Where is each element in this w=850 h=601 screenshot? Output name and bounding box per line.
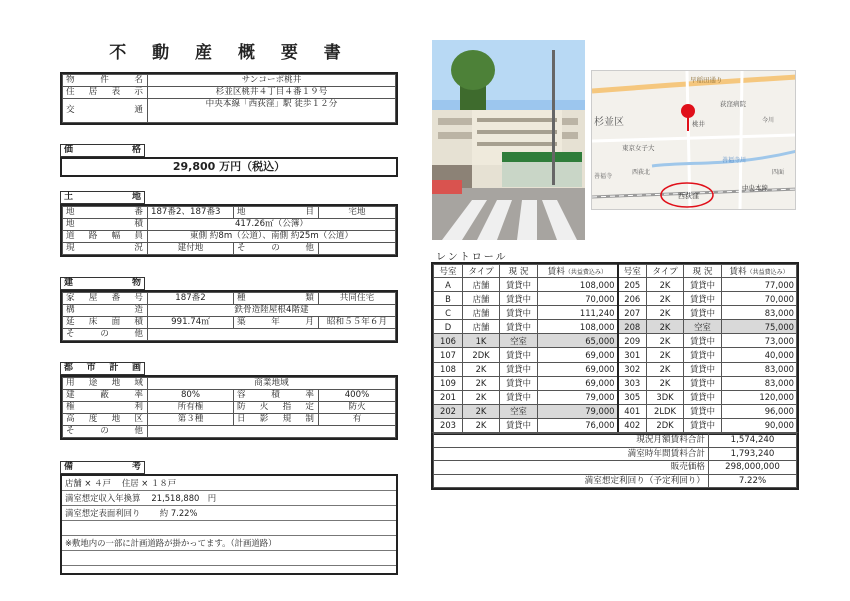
building-other-label: その他 bbox=[63, 329, 148, 341]
notes-box bbox=[60, 474, 398, 575]
access: 中央本線「西荻窪」駅 徒歩１２分 bbox=[148, 99, 396, 123]
rent-status: 賃貸中 bbox=[500, 418, 538, 432]
rent-row bbox=[434, 306, 797, 320]
rent-room: 201 bbox=[434, 390, 463, 404]
rent-row bbox=[434, 320, 797, 334]
summary-annual-label: 満室時年間賃料合計 bbox=[434, 447, 709, 461]
right-value: 所有権 bbox=[148, 402, 234, 414]
map-area-label: 杉並区 bbox=[594, 117, 624, 128]
rent-type: 2DK bbox=[463, 348, 500, 362]
rent-type: 3DK bbox=[647, 390, 684, 404]
summary-annual-value: 1,793,240 bbox=[709, 447, 797, 461]
rent-row bbox=[434, 348, 797, 362]
far-value: 400% bbox=[319, 390, 396, 402]
rent-rent: 65,000 bbox=[538, 334, 618, 348]
col-room: 号室 bbox=[618, 265, 647, 278]
rent-rent: 111,240 bbox=[538, 306, 618, 320]
rent-status: 賃貸中 bbox=[500, 376, 538, 390]
rent-room: B bbox=[434, 292, 463, 306]
rent-room: D bbox=[434, 320, 463, 334]
address-label: 住居表示 bbox=[63, 87, 148, 99]
location-pin-icon bbox=[681, 104, 695, 118]
rent-status: 賃貸中 bbox=[684, 292, 722, 306]
land-status-value: 建付地 bbox=[148, 243, 234, 255]
rent-type: 店舗 bbox=[463, 306, 500, 320]
summary-price-value: 298,000,000 bbox=[709, 461, 797, 475]
rent-row bbox=[434, 376, 797, 390]
rent-room: 205 bbox=[618, 278, 647, 292]
zoning-value: 商業地域 bbox=[148, 378, 396, 390]
rent-room: 208 bbox=[618, 320, 647, 334]
price-header: 価格 bbox=[60, 144, 145, 157]
rent-status: 賃貸中 bbox=[684, 348, 722, 362]
rent-status: 空室 bbox=[500, 404, 538, 418]
rent-rent: 76,000 bbox=[538, 418, 618, 432]
rent-room: 202 bbox=[434, 404, 463, 418]
map-hospital-label: 荻窪病院 bbox=[720, 100, 746, 108]
rent-room: 108 bbox=[434, 362, 463, 376]
rent-room: A bbox=[434, 278, 463, 292]
rent-room: 302 bbox=[618, 362, 647, 376]
rent-rent: 96,000 bbox=[722, 404, 797, 418]
notes-header: 備考 bbox=[60, 461, 145, 474]
land-header: 土地 bbox=[60, 191, 145, 204]
rent-room: 305 bbox=[618, 390, 647, 404]
col-status: 現 況 bbox=[684, 265, 722, 278]
rent-status: 賃貸中 bbox=[684, 376, 722, 390]
rent-status: 賃貸中 bbox=[684, 390, 722, 404]
rent-rent: 83,000 bbox=[722, 306, 797, 320]
land-area-value: 417.26㎡（公簿） bbox=[148, 219, 396, 231]
rent-row bbox=[434, 390, 797, 404]
rent-status: 賃貸中 bbox=[684, 278, 722, 292]
fire-value: 防火 bbox=[319, 402, 396, 414]
col-type: タイプ bbox=[463, 265, 500, 278]
shadow-label: 日影規制 bbox=[234, 414, 319, 426]
rent-status: 賃貸中 bbox=[684, 362, 722, 376]
col-status: 現 況 bbox=[500, 265, 538, 278]
lot-label: 地番 bbox=[63, 207, 148, 219]
summary-yield-label: 満室想定利回り（予定利回り） bbox=[434, 474, 709, 488]
rent-rent: 90,000 bbox=[722, 418, 797, 432]
building-type-label: 種類 bbox=[234, 293, 319, 305]
property-name-label: 物件名 bbox=[63, 75, 148, 87]
notes-line: 店舗 × ４戸 住居 × １８戸 bbox=[62, 476, 396, 491]
rent-type: 2K bbox=[647, 362, 684, 376]
rent-rent: 73,000 bbox=[722, 334, 797, 348]
rent-room: 107 bbox=[434, 348, 463, 362]
summary-yield-value: 7.22% bbox=[709, 474, 797, 488]
rent-rent: 79,000 bbox=[538, 390, 618, 404]
rent-room: C bbox=[434, 306, 463, 320]
rent-type: 2K bbox=[647, 334, 684, 348]
rent-rent: 77,000 bbox=[722, 278, 797, 292]
lot-value: 187番2、187番3 bbox=[148, 207, 234, 219]
rent-status: 賃貸中 bbox=[500, 362, 538, 376]
rent-rent: 83,000 bbox=[722, 376, 797, 390]
rent-type: 店舗 bbox=[463, 292, 500, 306]
land-table bbox=[60, 204, 398, 257]
overview-table bbox=[60, 72, 398, 125]
map-label: 今川 bbox=[762, 117, 775, 124]
summary-monthly-label: 現況月額賃料合計 bbox=[434, 434, 709, 448]
summary-monthly-value: 1,574,240 bbox=[709, 434, 797, 448]
rent-type: 2K bbox=[463, 390, 500, 404]
planning-header: 都市計画 bbox=[60, 362, 145, 375]
rent-row bbox=[434, 278, 797, 292]
access-label: 交通 bbox=[63, 99, 148, 123]
rent-roll-table bbox=[431, 262, 799, 435]
rent-room: 402 bbox=[618, 418, 647, 432]
house-number-value: 187番2 bbox=[148, 293, 234, 305]
building-photo bbox=[432, 40, 585, 240]
rent-row bbox=[434, 292, 797, 306]
shadow-value: 有 bbox=[319, 414, 396, 426]
land-other-label: その他 bbox=[234, 243, 319, 255]
rent-room: 301 bbox=[618, 348, 647, 362]
map-label: 善福寺川 bbox=[722, 157, 747, 164]
rent-status: 賃貸中 bbox=[500, 320, 538, 334]
rent-room: 207 bbox=[618, 306, 647, 320]
rent-status: 賃貸中 bbox=[684, 404, 722, 418]
rent-type: 2K bbox=[463, 404, 500, 418]
building-type-value: 共同住宅 bbox=[319, 293, 396, 305]
map-label: 善福寺 bbox=[594, 173, 613, 180]
rent-room: 401 bbox=[618, 404, 647, 418]
built-year-value: 昭和５５年６月 bbox=[319, 317, 396, 329]
notes-line: 満室想定表面利回り 約 7.22% bbox=[62, 506, 396, 521]
notes-line: 満室想定収入年換算 21,518,880 円 bbox=[62, 491, 396, 506]
rent-row bbox=[434, 404, 797, 418]
rent-rent: 69,000 bbox=[538, 376, 618, 390]
rent-rent: 69,000 bbox=[538, 362, 618, 376]
planning-table bbox=[60, 375, 398, 440]
planning-other-label: その他 bbox=[63, 426, 148, 438]
land-status-label: 現況 bbox=[63, 243, 148, 255]
rent-status: 賃貸中 bbox=[500, 390, 538, 404]
rent-room: 206 bbox=[618, 292, 647, 306]
rent-roll-title: レントロール bbox=[436, 252, 508, 263]
coverage-value: 80% bbox=[148, 390, 234, 402]
rent-row bbox=[434, 334, 797, 348]
rent-summary bbox=[431, 432, 799, 490]
rent-type: 店舗 bbox=[463, 278, 500, 292]
rent-rent: 70,000 bbox=[538, 292, 618, 306]
rent-rent: 70,000 bbox=[722, 292, 797, 306]
road-label: 道路幅員 bbox=[63, 231, 148, 243]
right-label: 権利 bbox=[63, 402, 148, 414]
col-rent: 賃料（共益費込み） bbox=[722, 265, 797, 278]
rent-room: 203 bbox=[434, 418, 463, 432]
map-label: 四面 bbox=[772, 169, 785, 176]
rent-status: 賃貸中 bbox=[684, 306, 722, 320]
land-area-label: 地積 bbox=[63, 219, 148, 231]
rent-type: 2K bbox=[647, 376, 684, 390]
map-label: 西荻北 bbox=[632, 169, 651, 176]
rent-type: 店舗 bbox=[463, 320, 500, 334]
map-station-label: 西荻窪 bbox=[678, 192, 699, 200]
rent-rent: 120,000 bbox=[722, 390, 797, 404]
rent-status: 賃貸中 bbox=[684, 418, 722, 432]
floor-area-value: 991.74㎡ bbox=[148, 317, 234, 329]
map-line-label: 中央本線 bbox=[742, 184, 768, 192]
rent-row bbox=[434, 418, 797, 432]
page-title: 不 動 産 概 要 書 bbox=[109, 43, 351, 63]
rent-type: 2K bbox=[647, 278, 684, 292]
far-label: 容積率 bbox=[234, 390, 319, 402]
rent-status: 空室 bbox=[684, 320, 722, 334]
rent-room: 109 bbox=[434, 376, 463, 390]
road-value: 東側 約8m（公道）、南側 約25m（公道） bbox=[148, 231, 396, 243]
planning-other-value bbox=[148, 426, 396, 438]
rent-type: 2K bbox=[463, 418, 500, 432]
rent-room: 106 bbox=[434, 334, 463, 348]
house-number-label: 家屋番号 bbox=[63, 293, 148, 305]
rent-type: 1K bbox=[463, 334, 500, 348]
building-other-value bbox=[148, 329, 396, 341]
rent-status: 賃貸中 bbox=[500, 348, 538, 362]
rent-type: 2LDK bbox=[647, 404, 684, 418]
map-school-label: 東京女子大 bbox=[622, 144, 655, 152]
zoning-label: 用途地域 bbox=[63, 378, 148, 390]
summary-price-label: 販売価格 bbox=[434, 461, 709, 475]
col-room: 号室 bbox=[434, 265, 463, 278]
rent-row bbox=[434, 362, 797, 376]
rent-room: 209 bbox=[618, 334, 647, 348]
notes-line bbox=[62, 521, 396, 536]
floor-area-label: 延床面積 bbox=[63, 317, 148, 329]
map-street-label: 早稲田通り bbox=[690, 76, 723, 84]
building-header: 建物 bbox=[60, 277, 145, 290]
col-type: タイプ bbox=[647, 265, 684, 278]
category-label: 地目 bbox=[234, 207, 319, 219]
land-other-value bbox=[319, 243, 396, 255]
height-value: 第３種 bbox=[148, 414, 234, 426]
rent-type: 2K bbox=[463, 376, 500, 390]
structure-value: 鉄骨造陸屋根4階建 bbox=[148, 305, 396, 317]
height-label: 高度地区 bbox=[63, 414, 148, 426]
rent-type: 2K bbox=[647, 348, 684, 362]
address: 杉並区桃井４丁目４番１９号 bbox=[148, 87, 396, 99]
rent-rent: 40,000 bbox=[722, 348, 797, 362]
rent-rent: 75,000 bbox=[722, 320, 797, 334]
rent-status: 賃貸中 bbox=[684, 334, 722, 348]
rent-status: 空室 bbox=[500, 334, 538, 348]
location-map bbox=[591, 70, 796, 210]
property-name: サンコーポ桃井 bbox=[148, 75, 396, 87]
rent-type: 2K bbox=[647, 320, 684, 334]
rent-type: 2K bbox=[647, 292, 684, 306]
structure-label: 構造 bbox=[63, 305, 148, 317]
rent-status: 賃貸中 bbox=[500, 278, 538, 292]
map-town-label: 桃井 bbox=[692, 120, 705, 128]
fire-label: 防火指定 bbox=[234, 402, 319, 414]
rent-rent: 83,000 bbox=[722, 362, 797, 376]
rent-rent: 79,000 bbox=[538, 404, 618, 418]
notes-line bbox=[62, 551, 396, 566]
rent-status: 賃貸中 bbox=[500, 306, 538, 320]
rent-type: 2K bbox=[647, 306, 684, 320]
rent-rent: 69,000 bbox=[538, 348, 618, 362]
notes-line bbox=[62, 566, 396, 581]
built-year-label: 築年月 bbox=[234, 317, 319, 329]
rent-type: 2DK bbox=[647, 418, 684, 432]
rent-room: 303 bbox=[618, 376, 647, 390]
building-table bbox=[60, 290, 398, 343]
rent-status: 賃貸中 bbox=[500, 292, 538, 306]
category-value: 宅地 bbox=[319, 207, 396, 219]
col-rent: 賃料（共益費込み） bbox=[538, 265, 618, 278]
coverage-label: 建蔽率 bbox=[63, 390, 148, 402]
rent-rent: 108,000 bbox=[538, 278, 618, 292]
rent-type: 2K bbox=[463, 362, 500, 376]
rent-rent: 108,000 bbox=[538, 320, 618, 334]
price-value: 29,800 万円（税込） bbox=[60, 157, 398, 177]
notes-line: ※敷地内の一部に計画道路が掛かってます。（計画道路） bbox=[62, 536, 396, 551]
